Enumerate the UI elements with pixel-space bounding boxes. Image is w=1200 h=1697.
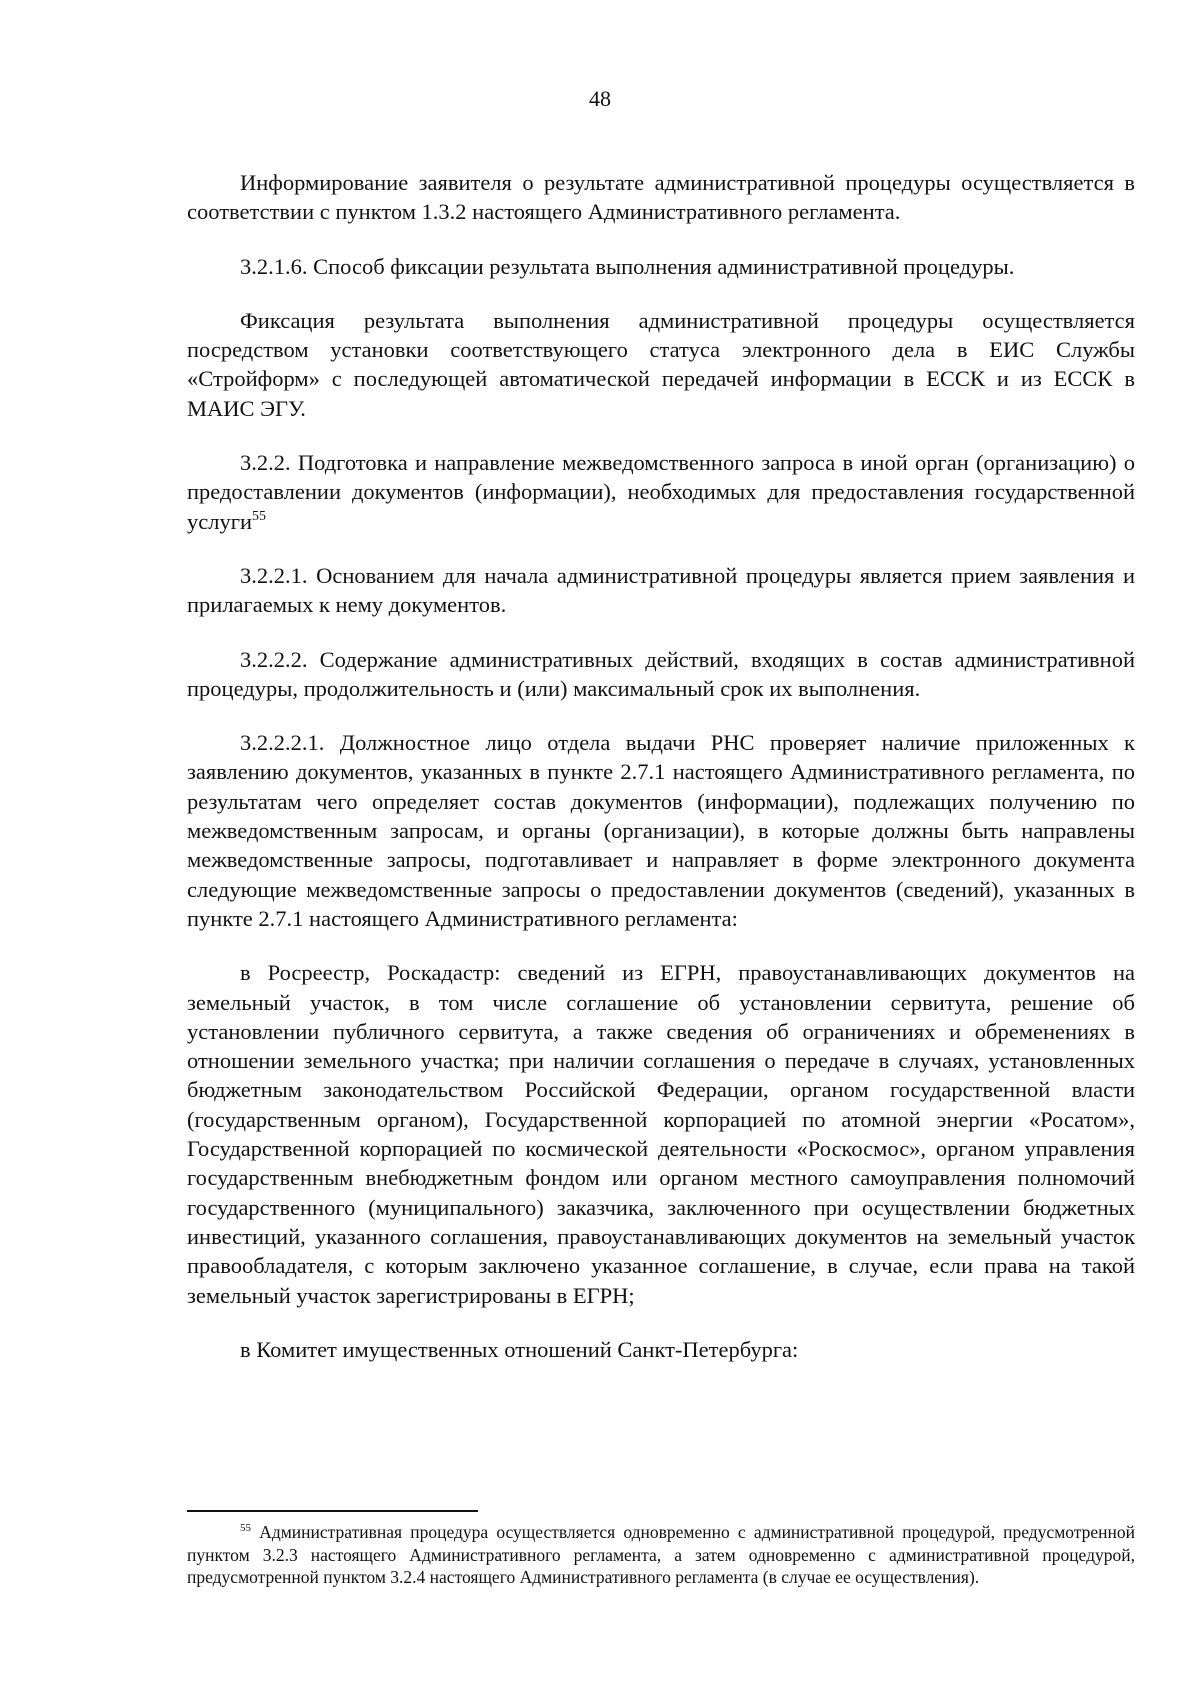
page-number: 48 bbox=[589, 86, 611, 111]
paragraph-rosreestr-request: в Росреестр, Роскадастр: сведений из ЕГРН, правоустанавливающих документов на земельный участок, в том числе соглашение об установлении сервитута, решение об установлении публичного сервитута, а также сведения об ограничениях и обременениях в отношении земельного участка; при наличии соглашения о передаче в случаях, установленных бюджетным законодательством Российской Федерации, органом государственной власти (государственным органом), Государственной корпорацией по атомной энергии «Росатом», Государственной корпорацией по космической деятельности «Роскосмос», органом управления государственным внебюджетным фондом или органом местного самоуправления полномочий государственного (муниципального) заказчика, заключенного при осуществлении бюджетных инвестиций, указанного соглашения, правоустанавливающих документов на земельный участок правообладателя, с которым заключено указанное соглашение, в случае, если права на такой земельный участок зарегистрированы в ЕГРН; bbox=[187, 960, 1135, 1308]
footnote-reference: 55 bbox=[251, 508, 266, 524]
footnote-marker: 55 bbox=[240, 1522, 251, 1534]
footnote-text: Административная процедура осуществляется одновременно с административной процедурой, предусмотренной пунктом 3.2.3 настоящего Административного регламента, а затем одновременно с административной процедурой, предусмотренной пунктом 3.2.4 настоящего Административного регламента (в случае ее осуществления). bbox=[187, 1522, 1136, 1587]
paragraph-3-2-2-2-1: 3.2.2.2.1. Должностное лицо отдела выдачи РНС проверяет наличие приложенных к заявлению документов, указанных в пункте 2.7.1 настоящего Административного регламента, по результатам чего определяет состав документов (информации), подлежащих получению по межведомственным запросам, и органы (организации), в которые должны быть направлены межведомственные запросы, подготавливает и направляет в форме электронного документа следующие межведомственные запросы о предоставлении документов (сведений), указанных в пункте 2.7.1 настоящего Административного регламента: bbox=[187, 730, 1135, 931]
document-body bbox=[187, 168, 1135, 1389]
paragraph-3-2-1-6-heading: 3.2.1.6. Способ фиксации результата выполнения административной процедуры. bbox=[240, 253, 1015, 279]
paragraph-3-2-2-2: 3.2.2.2. Содержание административных действий, входящих в состав административной процедуры, продолжительность и (или) максимальный срок их выполнения. bbox=[187, 646, 1135, 701]
paragraph-3-2-2-heading bbox=[187, 448, 1135, 536]
footnote bbox=[187, 1521, 1135, 1589]
footnote-separator bbox=[187, 1510, 478, 1512]
paragraph-fixation: Фиксация результата выполнения административной процедуры осуществляется посредством установки соответствующего статуса электронного дела в ЕИС Службы «Стройформ» с последующей автоматической передачей информации в ЕССК и из ЕССК в МАИС ЭГУ. bbox=[187, 307, 1135, 421]
paragraph-informing: Информирование заявителя о результате административной процедуры осуществляется в соответствии с пунктом 1.3.2 настоящего Административного регламента. bbox=[187, 170, 1135, 225]
paragraph-3-2-2-1: 3.2.2.1. Основанием для начала административной процедуры является прием заявления и прилагаемых к нему документов. bbox=[187, 562, 1135, 618]
paragraph-kio-request: в Комитет имущественных отношений Санкт-Петербурга: bbox=[240, 1336, 799, 1362]
paragraph-3-2-2-text: 3.2.2. Подготовка и направление межведомственного запроса в иной орган (организацию) о предоставлении документов (информации), необходимых для предоставления государственной услуги bbox=[187, 450, 1135, 534]
